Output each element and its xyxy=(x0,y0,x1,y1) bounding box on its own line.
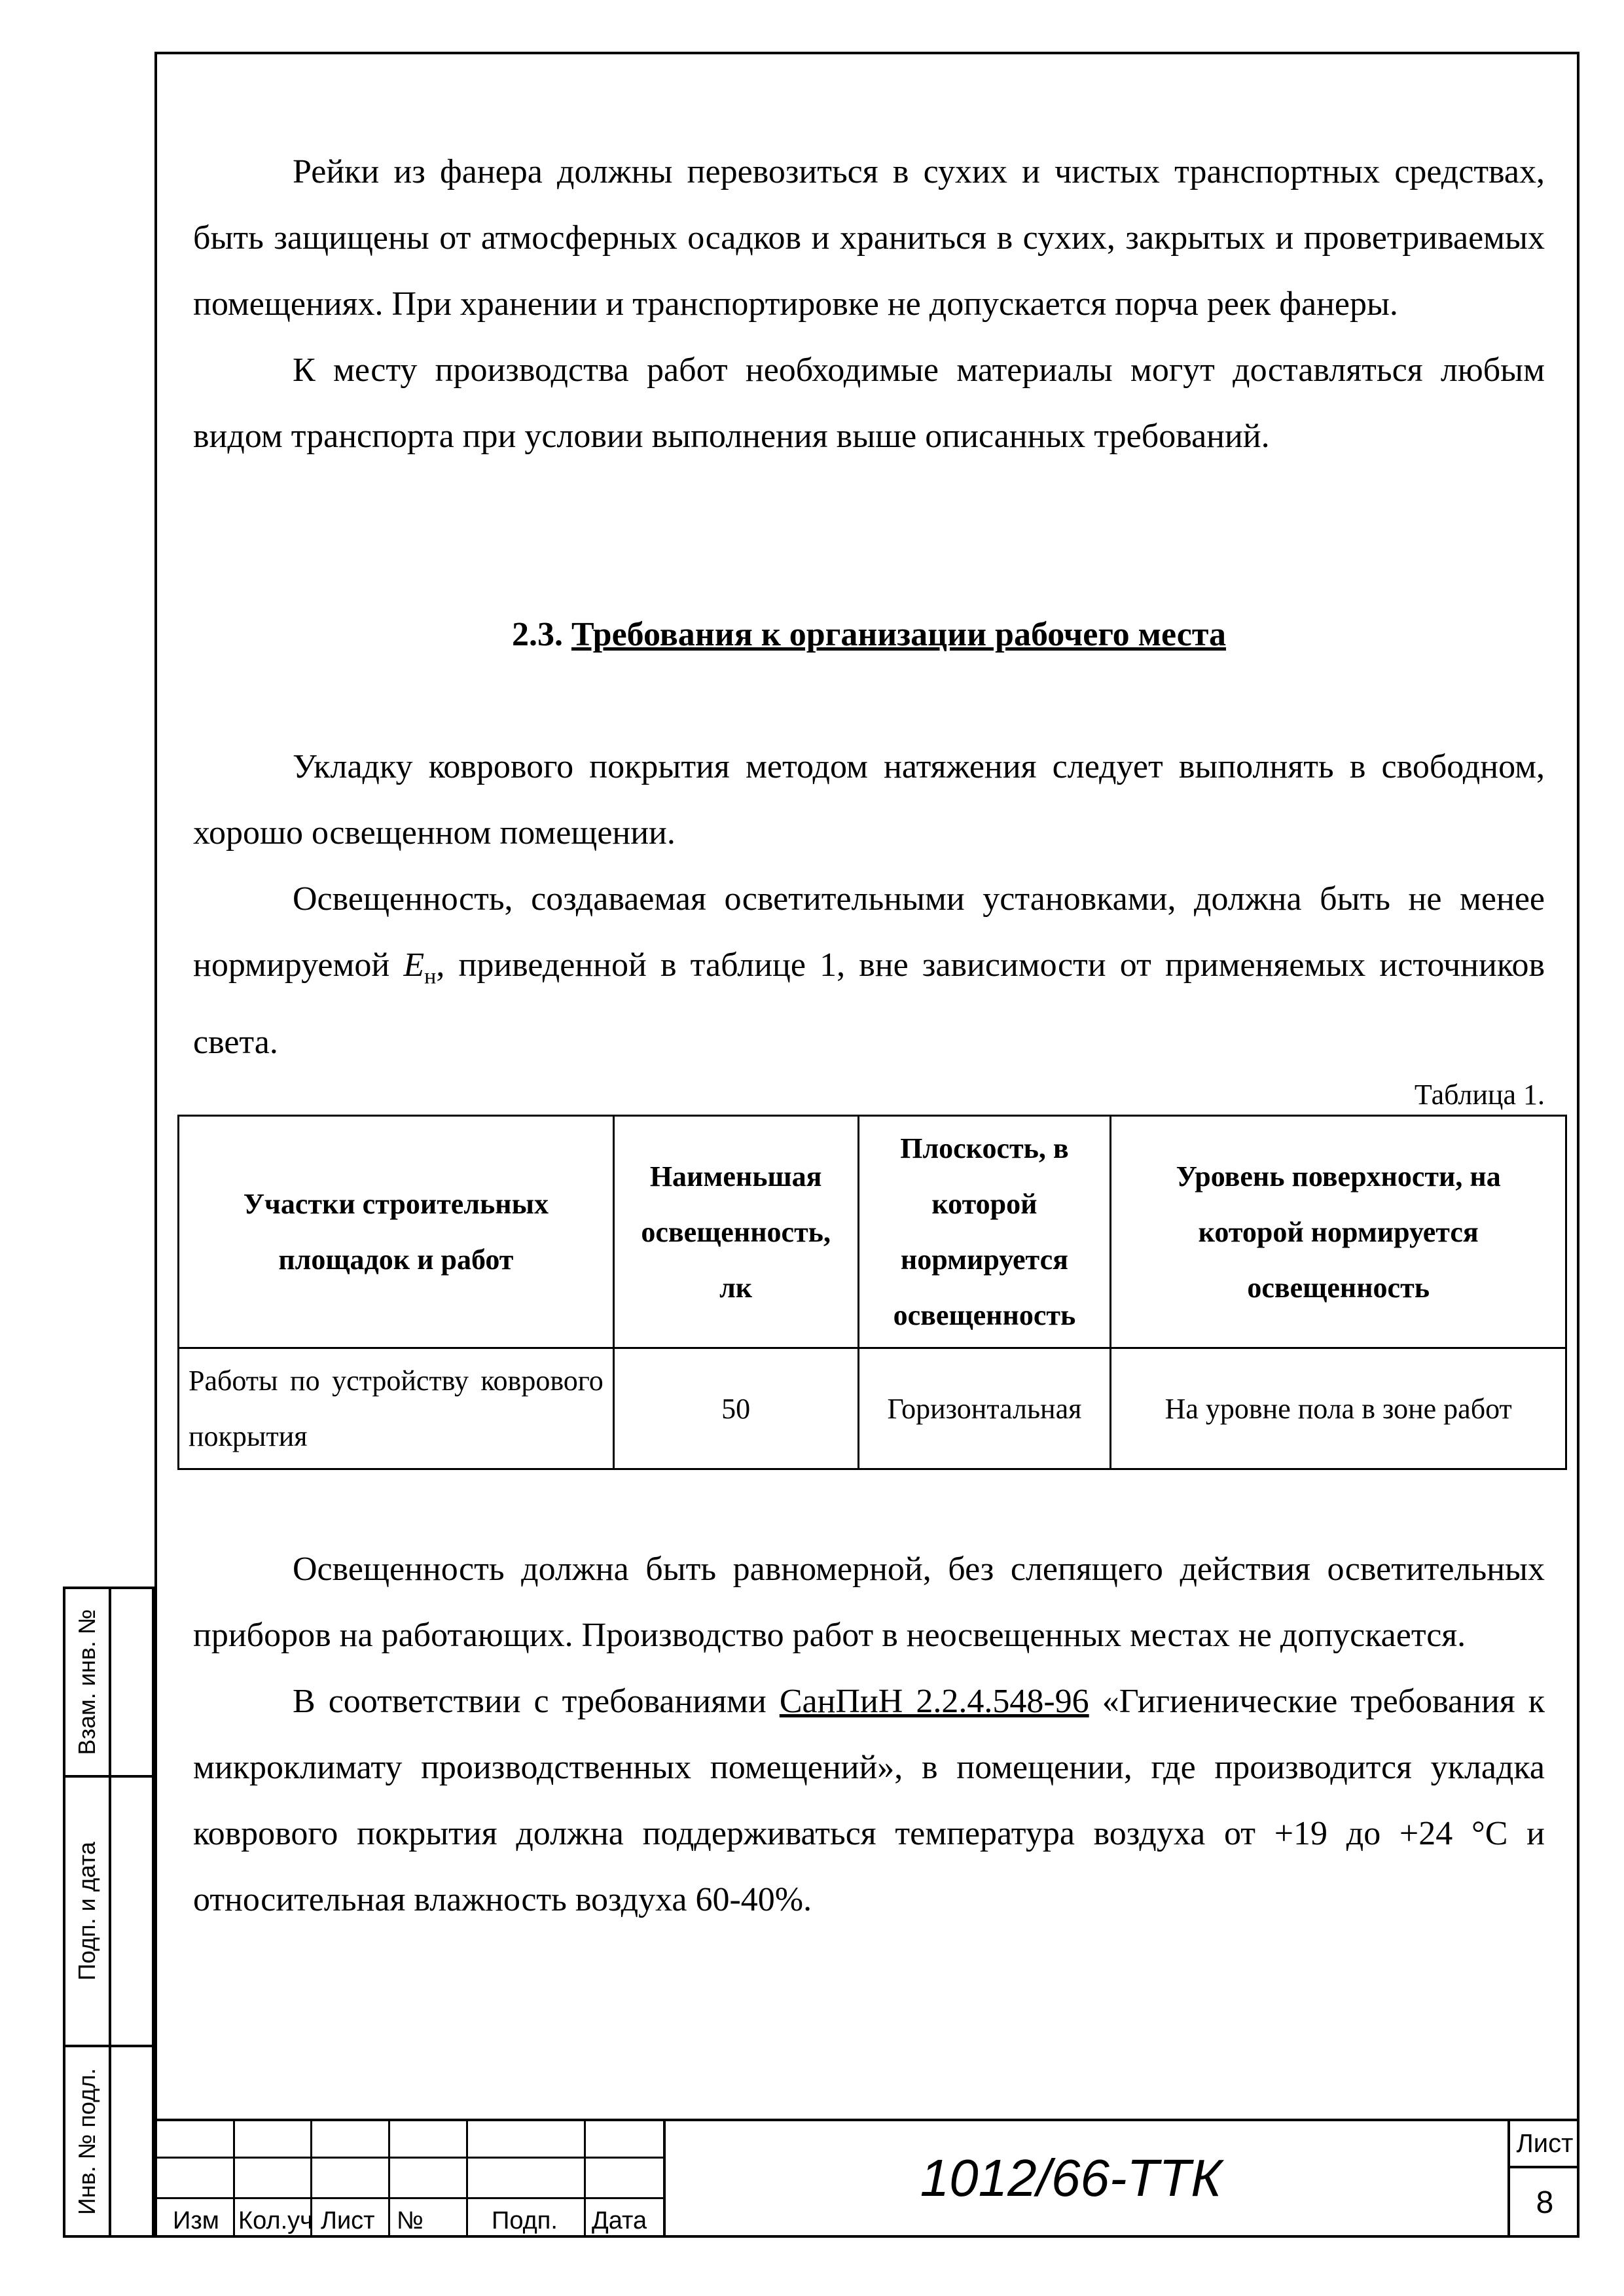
text-fragment: «Гигиенические требования к микроклимату производственных помещений», в помещении, где производится укладка коврового покрытия должна поддерживаться температура воздуха от +19 до +24 °С и относительная влажность воздуха 60-40%. xyxy=(193,1683,1545,1919)
table-header-row xyxy=(179,1116,1566,1348)
paragraph: Укладку коврового покрытия методом натяжения следует выполнять в свободном, хорошо освещенном помещении. xyxy=(193,748,1545,852)
header-signature: Подп. xyxy=(492,2207,558,2234)
header-kol: Кол.уч xyxy=(238,2207,313,2234)
sheet-label: Лист xyxy=(1510,2119,1579,2168)
document-code: 1012/66-ТТК xyxy=(920,2149,1222,2207)
paragraph: К месту производства работ необходимые материалы могут доставляться любым видом транспорта при условии выполнения выше описанных требований. xyxy=(193,351,1545,455)
stamp-label: Подп. и дата xyxy=(73,1841,100,1981)
section-heading xyxy=(193,601,1545,668)
table-cell: Горизонтальная xyxy=(858,1348,1111,1469)
table-cell: 50 xyxy=(613,1348,858,1469)
paragraph xyxy=(193,866,1545,1075)
section-number: 2.3. xyxy=(511,616,563,653)
paragraph xyxy=(193,1668,1545,1933)
table-cell: Работы по устройству коврового покрытия xyxy=(179,1348,614,1469)
paragraph: Рейки из фанера должны перевозиться в сухих и чистых транспортных средствах, быть защищены от атмосферных осадков и храниться в сухих, закрытых и проветриваемых помещениях. При хранении и транспортировке не допускается порча реек фанеры. xyxy=(193,153,1545,323)
illuminance-table xyxy=(177,1115,1567,1470)
sheet-box xyxy=(1507,2119,1579,2238)
column-header: Участки строительных площадок и работ xyxy=(179,1116,614,1348)
header-list: Лист xyxy=(321,2207,375,2234)
text-fragment: В соответствии с требованиями xyxy=(293,1683,780,1721)
stamp-label: Взам. инв. № xyxy=(73,1609,100,1755)
section-title: Требования к организации рабочего места xyxy=(571,616,1227,653)
revision-grid xyxy=(154,2119,665,2238)
table-row xyxy=(179,1348,1566,1469)
illuminance-symbol: E xyxy=(403,946,425,984)
stamp-inv-original xyxy=(63,2045,154,2238)
side-stamp xyxy=(63,1587,154,2238)
column-header: Наименьшая освещенность, лк xyxy=(613,1116,858,1348)
header-izm: Изм xyxy=(173,2207,219,2234)
illuminance-subscript: н xyxy=(424,964,437,989)
text-fragment: , приведенной в таблице 1, вне зависимости от применяемых источников света. xyxy=(193,946,1545,1062)
column-header: Плоскость, в которой нормируется освещенность xyxy=(858,1116,1111,1348)
text-fragment: Освещенность, создаваемая осветительными установками, должна быть не менее нормируемой xyxy=(193,880,1545,984)
stamp-signature-date xyxy=(63,1775,154,2047)
header-date: Дата xyxy=(592,2207,647,2234)
table-caption: Таблица 1. xyxy=(1414,1079,1545,1111)
stamp-zam-inv xyxy=(63,1587,154,1778)
stamp-label: Инв. № подл. xyxy=(73,2068,100,2215)
table-cell: На уровне пола в зоне работ xyxy=(1111,1348,1566,1469)
body-text xyxy=(189,139,1545,1933)
header-number: № xyxy=(397,2207,424,2234)
paragraph: Освещенность должна быть равномерной, без слепящего действия осветительных приборов на работающих. Производство работ в неосвещенных местах не допускается. xyxy=(193,1551,1545,1655)
sanpin-reference: СанПиН 2.2.4.548-96 xyxy=(779,1683,1089,1721)
sheet-number: 8 xyxy=(1536,2185,1554,2220)
title-block xyxy=(154,2119,1579,2238)
column-header: Уровень поверхности, на которой нормируется освещенность xyxy=(1111,1116,1566,1348)
